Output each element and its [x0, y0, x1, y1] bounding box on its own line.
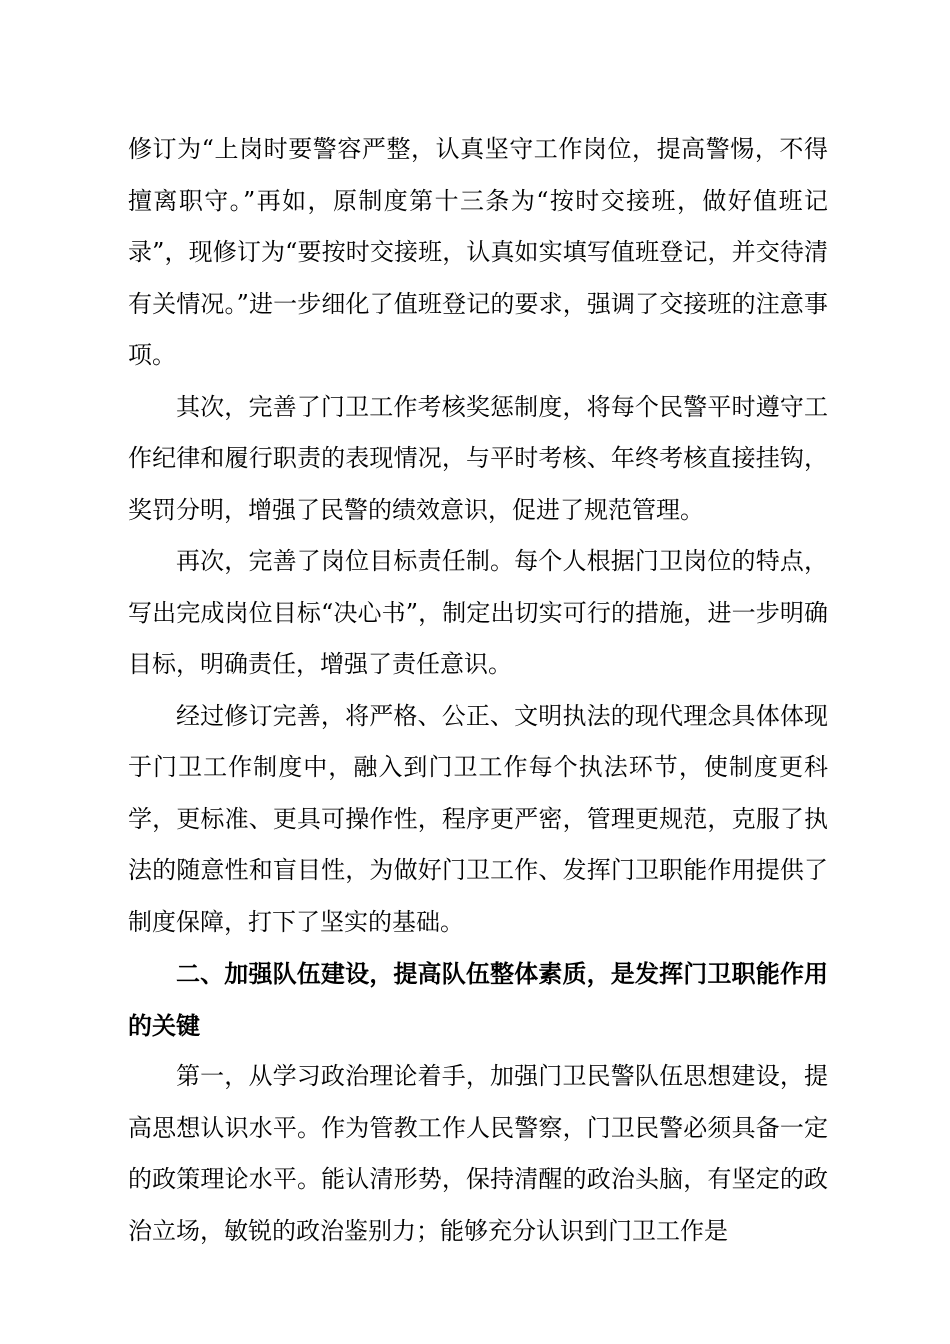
- section-heading: 二、加强队伍建设，提高队伍整体素质，是发挥门卫职能作用的关键: [128, 959, 828, 1040]
- paragraph-3: 再次，完善了岗位目标责任制。每个人根据门卫岗位的特点，写出完成岗位目标“决心书”，制定出切实可行的措施，进一步明确目标，明确责任，增强了责任意识。: [128, 547, 828, 678]
- paragraph-5: 第一，从学习政治理论着手，加强门卫民警队伍思想建设，提高思想认识水平。作为管教工作人民警察，门卫民警必须具备一定的政策理论水平。能认清形势，保持清醒的政治头脑，有坚定的政治立场，敏锐的政治鉴别力；能够充分认识到门卫工作是: [128, 1062, 828, 1245]
- paragraph-1: 修订为“上岗时要警容严整，认真坚守工作岗位，提高警惕，不得擅离职守。”再如，原制度第十三条为“按时交接班，做好值班记录”，现修订为“要按时交接班，认真如实填写值班登记，并交待清有关情况。”进一步细化了值班登记的要求，强调了交接班的注意事项。: [128, 135, 828, 369]
- document-body: [128, 124, 828, 1257]
- paragraph-2: 其次，完善了门卫工作考核奖惩制度，将每个民警平时遵守工作纪律和履行职责的表现情况，与平时考核、年终考核直接挂钩，奖罚分明，增强了民警的绩效意识，促进了规范管理。: [128, 392, 828, 524]
- paragraph-4: 经过修订完善，将严格、公正、文明执法的现代理念具体体现于门卫工作制度中，融入到门卫工作每个执法环节，使制度更科学，更标准、更具可操作性，程序更严密，管理更规范，克服了执法的随意性和盲目性，为做好门卫工作、发挥门卫职能作用提供了制度保障，打下了坚实的基础。: [128, 701, 828, 936]
